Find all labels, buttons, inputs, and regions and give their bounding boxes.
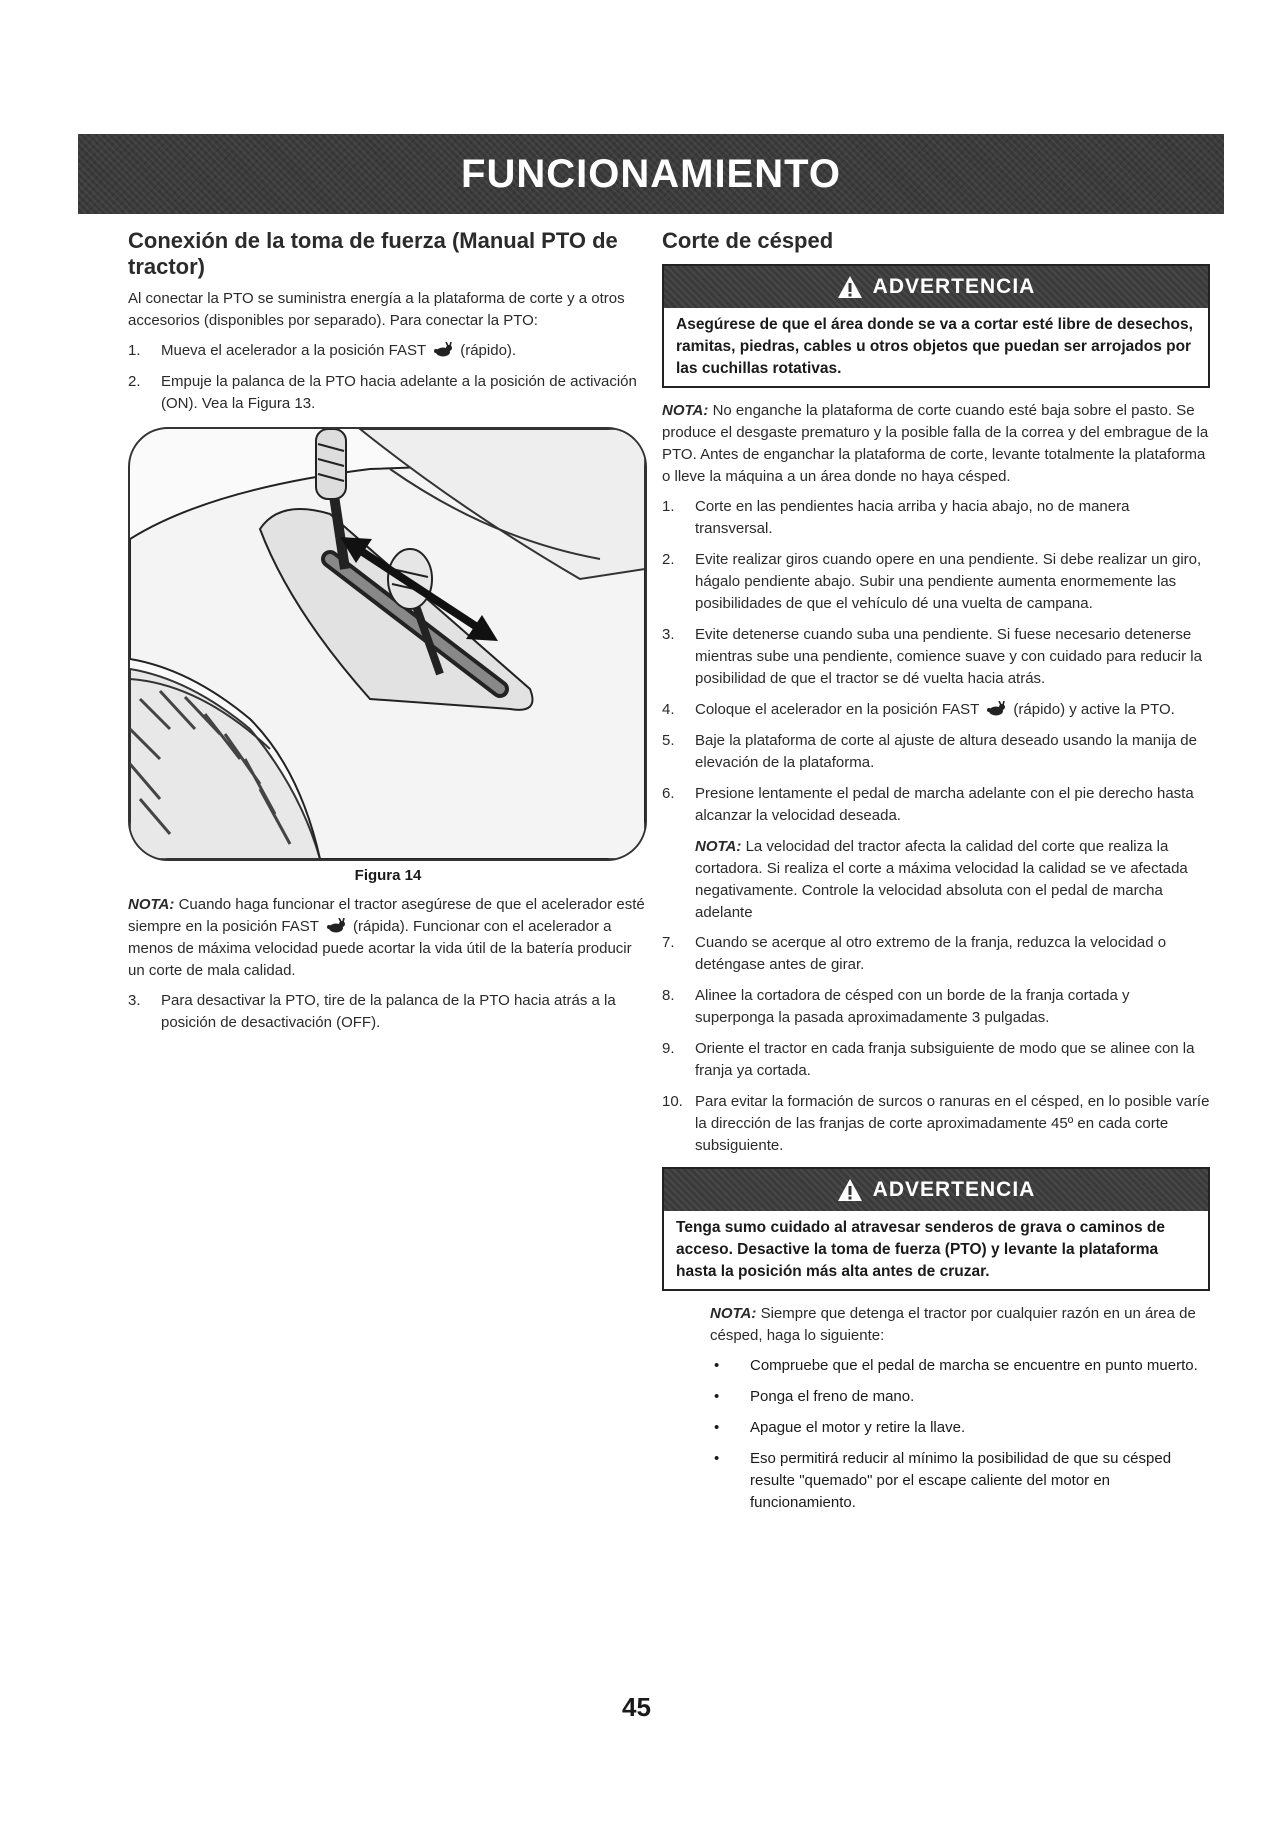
- mowing-step-9: 9. Oriente el tractor en cada franja subsiguiente de modo que se alinee con la franja ya cortada.: [662, 1040, 1195, 1079]
- mowing-note-3: NOTA: Siempre que detenga el tractor por cualquier razón en un área de césped, haga lo siguiente:: [710, 1305, 1196, 1344]
- warning-triangle-icon: [837, 1178, 863, 1202]
- pto-step-3: 3. Para desactivar la PTO, tire de la palanca de la PTO hacia atrás a la posición de desactivación (OFF).: [128, 992, 616, 1031]
- pto-section-title: Conexión de la toma de fuerza (Manual PTO de tractor): [128, 228, 618, 279]
- pto-lever-illustration: [130, 429, 645, 859]
- figure-caption: Figura 14: [354, 867, 422, 884]
- mowing-step-3: 3. Evite detenerse cuando suba una pendiente. Si fuese necesario detenerse mientras sube una pendiente, comience suave y con cuidado para reducir la posibilidad de que el tractor se dé vuelta hacia atrás.: [662, 626, 1202, 687]
- list-item: • Compruebe que el pedal de marcha se encuentre en punto muerto.: [714, 1357, 1198, 1374]
- warning-header: ADVERTENCIA: [664, 1169, 1208, 1211]
- warning-header: ADVERTENCIA: [664, 266, 1208, 308]
- mowing-step-2: 2. Evite realizar giros cuando opere en una pendiente. Si debe realizar un giro, hágalo pendiente abajo. Subir una pendiente aumenta enormemente las posibilidades de que el vehículo dé una vuelta de campana.: [662, 551, 1202, 612]
- page-number: 45: [622, 1692, 651, 1722]
- page-header-banner: [78, 134, 1224, 214]
- list-item: • Ponga el freno de mano.: [714, 1388, 915, 1405]
- mowing-step-4: 4. Coloque el acelerador en la posición FAST (rápido) y active la PTO.: [662, 701, 1175, 718]
- warning-text: Asegúrese de que el área donde se va a cortar esté libre de desechos, ramitas, piedras, cables u otros objetos que puedan ser arrojados por las cuchillas rotativas.: [676, 316, 1193, 377]
- rabbit-fast-icon: [985, 701, 1007, 717]
- pto-note: NOTA: Cuando haga funcionar el tractor asegúrese de que el acelerador esté siempre en la posición FAST (rápida). Funcionar con el acelerador a menos de máxima velocidad puede acortar la vida útil de la batería producir un corte de mala calidad.: [128, 896, 645, 979]
- mowing-step-5: 5. Baje la plataforma de corte al ajuste de altura deseado usando la manija de elevación de la plataforma.: [662, 732, 1197, 771]
- right-column: [662, 228, 1210, 1523]
- pto-step-1: 1. Mueva el acelerador a la posición FAST (rápido).: [128, 342, 517, 359]
- warning-triangle-icon: [837, 275, 863, 299]
- stop-checklist: [714, 1355, 1210, 1514]
- figure-pto-lever: [128, 427, 647, 861]
- warning-box-gravel: [662, 1167, 1210, 1291]
- mowing-step-7: 7. Cuando se acerque al otro extremo de la franja, reduzca la velocidad o deténgase antes de girar.: [662, 934, 1167, 973]
- rabbit-fast-icon: [325, 918, 347, 934]
- pto-step-2: 2. Empuje la palanca de la PTO hacia adelante a la posición de activación (ON). Vea la Figura 13.: [128, 373, 637, 412]
- warning-box-debris: [662, 264, 1210, 388]
- mowing-step-8: 8. Alinee la cortadora de césped con un borde de la franja cortada y superponga la pasada aproximadamente 3 pulgadas.: [662, 987, 1130, 1026]
- mowing-note-2: NOTA: La velocidad del tractor afecta la calidad del corte que realiza la cortadora. Si realiza el corte a máxima velocidad la calidad se ve afectada negativamente. Controle la velocidad absoluta con el pedal de marcha adelante: [695, 838, 1188, 921]
- mowing-step-1: 1. Corte en las pendientes hacia arriba y hacia abajo, no de manera transversal.: [662, 498, 1130, 537]
- warning-text: Tenga sumo cuidado al atravesar senderos de grava o caminos de acceso. Desactive la toma de fuerza (PTO) y levante la plataforma hasta la posición más alta antes de cruzar.: [676, 1219, 1165, 1280]
- mowing-note-1: NOTA: No enganche la plataforma de corte cuando esté baja sobre el pasto. Se produce el desgaste prematuro y la posible falla de la correa y del embrague de la PTO. Antes de enganchar la plataforma de corte, levante totalmente la plataforma o lleve la máquina a un área donde no haya césped.: [662, 402, 1209, 485]
- mowing-step-10: 10. Para evitar la formación de surcos o ranuras en el césped, en lo posible varíe la dirección de las franjas de corte aproximadamente 45º en cada corte subsiguiente.: [662, 1093, 1210, 1154]
- list-item: • Apague el motor y retire la llave.: [714, 1419, 966, 1436]
- left-column: [128, 228, 648, 1043]
- pto-intro: Al conectar la PTO se suministra energía a la plataforma de corte y a otros accesorios (disponibles por separado). Para conectar la PTO:: [128, 290, 625, 329]
- mowing-step-6: 6. Presione lentamente el pedal de marcha adelante con el pie derecho hasta alcanzar la velocidad deseada.: [662, 785, 1194, 824]
- mowing-section-title: Corte de césped: [662, 228, 834, 253]
- rabbit-fast-icon: [432, 342, 454, 358]
- list-item: • Eso permitirá reducir al mínimo la posibilidad de que su césped resulte "quemado" por el escape caliente del motor en funcionamiento.: [714, 1450, 1172, 1511]
- page-title: FUNCIONAMIENTO: [461, 151, 841, 196]
